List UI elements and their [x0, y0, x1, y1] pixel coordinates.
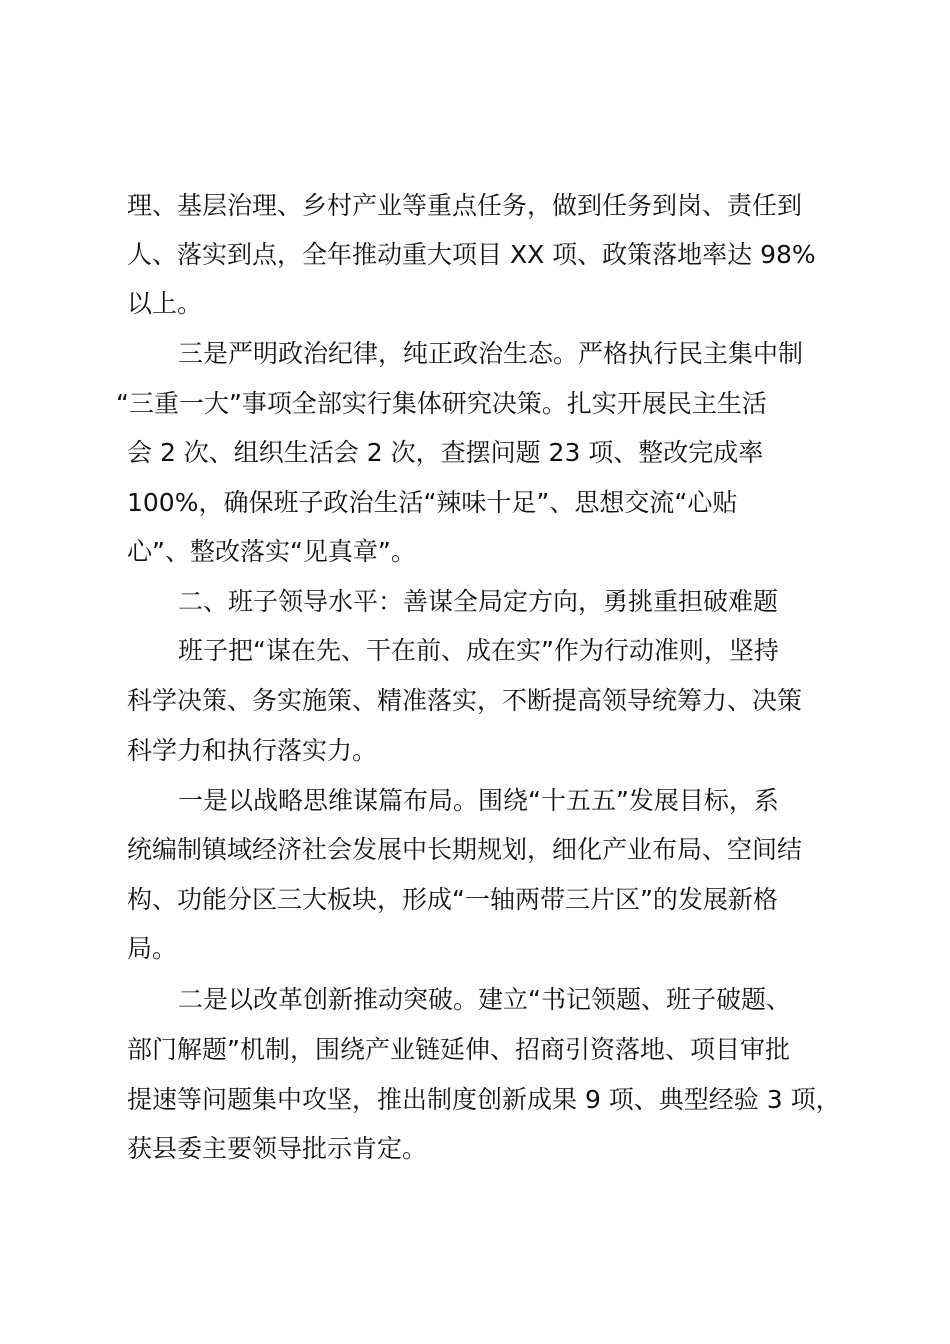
paragraph-3-line-4: 100%，确保班子政治生活“辣味十足”、思想交流“心贴	[127, 488, 738, 517]
paragraph-5-line-1: 一是以战略思维谋篇布局。围绕“十五五”发展目标，系	[178, 786, 779, 815]
paragraph-6-line-3: 提速等问题集中攻坚，推出制度创新成果 9 项、典型经验 3 项，	[127, 1085, 841, 1114]
paragraph-6-line-2: 部门解题”机制，围绕产业链延伸、招商引资落地、项目审批	[127, 1035, 790, 1064]
section-heading: 二、班子领导水平：善谋全局定方向，勇挑重担破难题	[178, 587, 779, 616]
body-line-2: 人、落实到点，全年推动重大项目 XX 项、政策落地率达 98%	[127, 240, 816, 269]
paragraph-5-line-2: 统编制镇域经济社会发展中长期规划，细化产业布局、空间结	[127, 835, 803, 864]
paragraph-5-line-4: 局。	[127, 934, 178, 963]
paragraph-6-line-1: 二是以改革创新推动突破。建立“书记领题、班子破题、	[178, 985, 791, 1014]
paragraph-3-line-3: 会 2 次、组织生活会 2 次，查摆问题 23 项、整改完成率	[127, 438, 764, 467]
paragraph-4-line-3: 科学力和执行落实力。	[127, 736, 378, 765]
paragraph-4-line-2: 科学决策、务实施策、精准落实，不断提高领导统筹力、决策	[127, 686, 803, 715]
paragraph-3-line-1: 三是严明政治纪律，纯正政治生态。严格执行民主集中制	[178, 339, 804, 368]
body-line-1: 理、基层治理、乡村产业等重点任务，做到任务到岗、责任到	[127, 191, 803, 220]
paragraph-3-line-2: “三重一大”事项全部实行集体研究决策。扎实开展民主生活	[116, 389, 767, 418]
body-line-3: 以上。	[127, 289, 203, 318]
paragraph-3-line-5: 心”、整改落实“见真章”。	[127, 537, 416, 566]
paragraph-6-line-4: 获县委主要领导批示肯定。	[127, 1134, 428, 1163]
paragraph-4-line-1: 班子把“谋在先、干在前、成在实”作为行动准则，坚持	[178, 636, 779, 665]
paragraph-5-line-3: 构、功能分区三大板块，形成“一轴两带三片区”的发展新格	[127, 885, 778, 914]
